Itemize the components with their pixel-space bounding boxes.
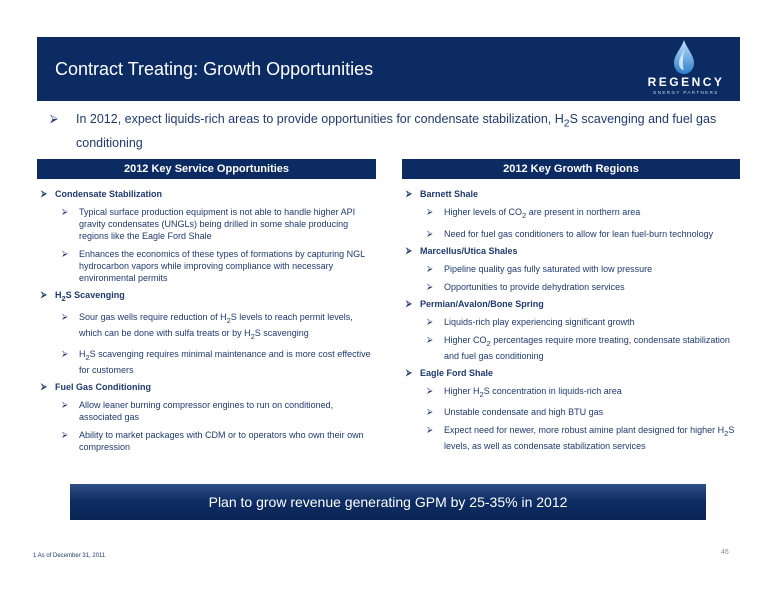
bullet-text: Unstable condensate and high BTU gas	[444, 407, 604, 418]
left-column-header: 2012 Key Service Opportunities	[37, 159, 376, 179]
bullet-item	[402, 263, 738, 275]
bullet-text: Enhances the economics of these types of formations by capturing NGL hydrocarbon vapors while improving compliance with necessary environmental permits	[79, 249, 365, 283]
arrow-bullet-icon: ⮚	[62, 249, 68, 258]
bullet-item	[402, 424, 738, 452]
arrow-bullet-icon: ⮚	[62, 400, 68, 410]
arrow-bullet-icon: ⮚	[41, 189, 47, 198]
bullet-text: Opportunities to provide dehydration services	[444, 281, 625, 292]
arrow-bullet-icon: ⮚	[427, 207, 433, 216]
bullet-text: Higher levels of $CO_2$ are present in northern area	[444, 207, 641, 220]
bullet-text: Fuel Gas Conditioning	[55, 382, 151, 393]
arrow-bullet-icon: ⮚	[427, 385, 433, 395]
footnote: 1 As of December 31, 2011	[33, 553, 106, 559]
bullet-item	[37, 311, 372, 343]
arrow-bullet-icon: ⮚	[427, 425, 433, 435]
bullet-item	[37, 348, 372, 376]
arrow-bullet-icon: ⮚	[427, 263, 433, 273]
bullet-heading	[37, 188, 372, 200]
arrow-bullet-icon: ⮚	[427, 334, 433, 344]
arrow-bullet-icon: ⮚	[406, 245, 412, 255]
bullet-text: Liquids-rich play experiencing significant growth	[444, 316, 635, 327]
bullet-text: Condensate Stabilization	[55, 189, 163, 199]
bullet-text: Higher $H_2S$ concentration in liquids-rich area	[444, 385, 622, 399]
bullet-item	[37, 399, 372, 423]
arrow-bullet-icon: ⮚	[427, 228, 433, 238]
service-opportunities-list	[37, 183, 372, 453]
arrow-bullet-icon: ⮚	[41, 290, 47, 299]
bullet-text: Sour gas wells require reduction of $H_2S$ levels to reach permit levels, which can be done with sulfa treats or by $H_2S$ scavenging	[79, 311, 353, 341]
bullet-item	[402, 406, 738, 418]
bullet-text: Expect need for newer, more robust amine plant designed for higher $H_2S$ levels, as well as condensate stabilization services	[444, 425, 735, 452]
bullet-heading	[402, 245, 738, 257]
bullet-item	[37, 248, 372, 284]
bullet-text: Higher $CO_2$ percentages require more treating, condensate stabilization and fuel gas conditioning	[444, 334, 730, 361]
regency-logo	[632, 37, 740, 101]
arrow-bullet-icon: ⮚	[427, 316, 433, 326]
arrow-bullet-icon: ⮚	[41, 382, 47, 392]
arrow-bullet-icon: ⮚	[406, 367, 412, 377]
bullet-heading	[37, 381, 372, 393]
bullet-item	[402, 385, 738, 401]
bullet-text: Permian/Avalon/Bone Spring	[420, 298, 544, 309]
bullet-item	[402, 281, 738, 293]
bullet-text: Pipeline quality gas fully saturated with low pressure	[444, 263, 653, 274]
bullet-text: Barnett Shale	[420, 189, 479, 199]
arrow-bullet-icon: ⮚	[62, 349, 68, 359]
bullet-item	[402, 316, 738, 328]
bullet-item	[37, 206, 372, 242]
bullet-text: $H_2S$ scavenging requires minimal maintenance and is more cost effective for customers	[79, 349, 371, 376]
arrow-bullet-icon: ⮚	[50, 113, 58, 125]
bullet-heading	[402, 188, 738, 200]
flame-drop-icon	[670, 39, 698, 75]
intro-text: In 2012, expect liquids-rich areas to provide opportunities for condensate stabilization, $H_2S$ scavenging and fuel gas conditioning	[76, 112, 717, 150]
slide-header	[37, 37, 740, 101]
bullet-text: Typical surface production equipment is not able to handle higher API gravity condensates (UNGLs) being drilled in some shale producing regions like the Eagle Ford Shale	[79, 207, 356, 241]
intro-bullet	[50, 110, 740, 152]
bullet-text: Marcellus/Utica Shales	[420, 245, 518, 256]
arrow-bullet-icon: ⮚	[427, 281, 433, 291]
goal-banner: Plan to grow revenue generating GPM by 25-35% in 2012	[70, 484, 706, 520]
bullet-text: $H_2S$ Scavenging	[55, 290, 125, 303]
arrow-bullet-icon: ⮚	[406, 189, 412, 198]
bullet-text: Need for fuel gas conditioners to allow for lean fuel-burn technology	[444, 228, 714, 239]
bullet-heading	[37, 289, 372, 305]
bullet-text: Ability to market packages with CDM or to operators who own their own compression	[79, 430, 364, 453]
bullet-item	[37, 429, 372, 453]
arrow-bullet-icon: ⮚	[62, 207, 68, 216]
bullet-item	[402, 228, 738, 240]
arrow-bullet-icon: ⮚	[427, 407, 433, 417]
arrow-bullet-icon: ⮚	[62, 430, 68, 440]
logo-brand: REGENCY	[647, 75, 725, 89]
slide-title: Contract Treating: Growth Opportunities	[55, 59, 374, 79]
bullet-heading	[402, 298, 738, 310]
bullet-text: Allow leaner burning compressor engines to run on conditioned, associated gas	[79, 400, 334, 423]
arrow-bullet-icon: ⮚	[406, 298, 412, 308]
bullet-item	[402, 334, 738, 362]
logo-tagline: ENERGY PARTNERS	[653, 90, 719, 95]
page-number: 46	[721, 549, 729, 556]
right-column-header: 2012 Key Growth Regions	[402, 159, 740, 179]
bullet-item	[402, 206, 738, 222]
growth-regions-list	[402, 183, 738, 452]
bullet-text: Eagle Ford Shale	[420, 367, 494, 378]
arrow-bullet-icon: ⮚	[62, 311, 68, 321]
bullet-heading	[402, 367, 738, 379]
